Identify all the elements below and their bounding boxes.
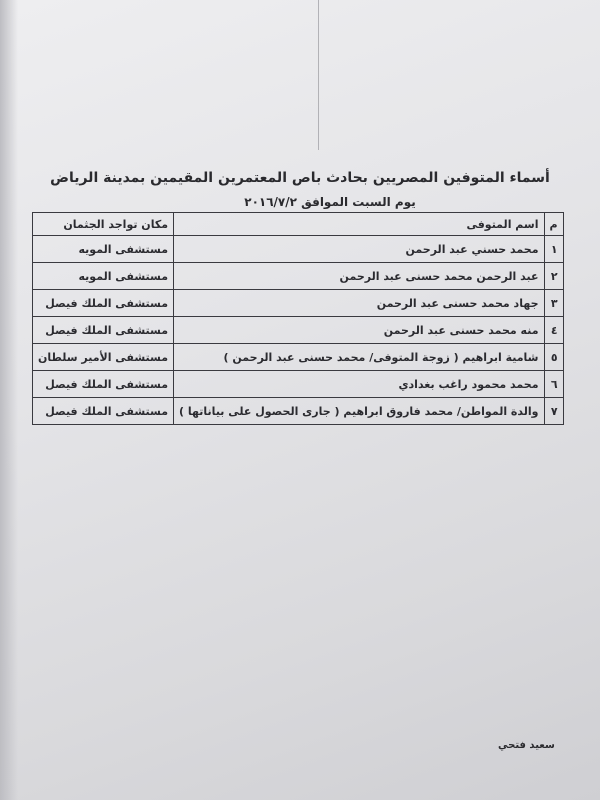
signature: سعيد فتحي [498, 740, 555, 751]
table-row [33, 236, 564, 263]
row-location: مستشفى الملك فيصل [33, 290, 174, 317]
row-name: جهاد محمد حسنى عبد الرحمن [174, 290, 544, 317]
row-number: ٦ [544, 371, 563, 398]
row-name: عبد الرحمن محمد حسنى عبد الرحمن [174, 263, 544, 290]
header-name: اسم المتوفى [174, 213, 544, 236]
header-number: م [544, 213, 563, 236]
table-row [33, 263, 564, 290]
row-number: ٥ [544, 344, 563, 371]
row-name: محمد حسني عبد الرحمن [174, 236, 544, 263]
victims-table [32, 212, 564, 425]
table-header-row [33, 213, 564, 236]
table-row [33, 290, 564, 317]
row-number: ٢ [544, 263, 563, 290]
row-location: مستشفى الأمير سلطان [33, 344, 174, 371]
row-location: مستشفى المويه [33, 236, 174, 263]
row-location: مستشفى الملك فيصل [33, 371, 174, 398]
row-name: شامية ابراهيم ( زوجة المتوفى/ محمد حسنى عبد الرحمن ) [174, 344, 544, 371]
paper-shadow-edge [0, 0, 18, 800]
row-number: ٧ [544, 398, 563, 425]
table-row [33, 344, 564, 371]
row-number: ٤ [544, 317, 563, 344]
document-date: يوم السبت الموافق ٢٠١٦/٧/٢ [244, 195, 416, 209]
row-number: ١ [544, 236, 563, 263]
paper-fold-line [318, 0, 319, 150]
table-row [33, 371, 564, 398]
row-name: محمد محمود راغب بغدادي [174, 371, 544, 398]
row-location: مستشفى الملك فيصل [33, 398, 174, 425]
row-name: والدة المواطن/ محمد فاروق ابراهيم ( جارى الحصول على بياناتها ) [174, 398, 544, 425]
row-location: مستشفى المويه [33, 263, 174, 290]
row-number: ٣ [544, 290, 563, 317]
row-location: مستشفى الملك فيصل [33, 317, 174, 344]
row-name: منه محمد حسنى عبد الرحمن [174, 317, 544, 344]
table-row [33, 317, 564, 344]
header-location: مكان تواجد الجثمان [33, 213, 174, 236]
document-title: أسماء المتوفين المصريين بحادث باص المعتمرين المقيمين بمدينة الرياض [50, 170, 550, 186]
table-row [33, 398, 564, 425]
